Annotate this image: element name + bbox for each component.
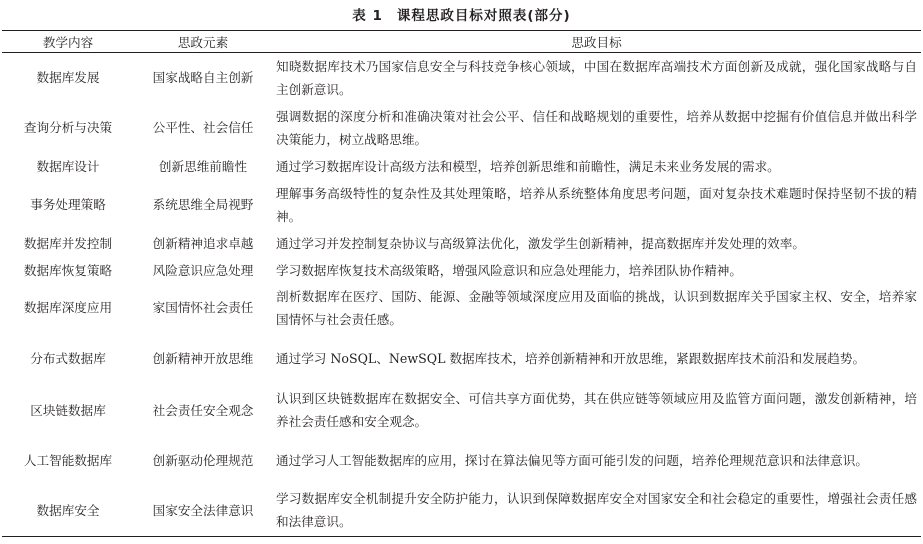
cell-content: 数据库深度应用 [23, 300, 113, 315]
cell-element: 家国情怀社会责任 [152, 300, 254, 315]
cell-goal: 通过学习数据库设计高级方法和模型，培养创新思维和前瞻性，满足未来业务发展的需求。 [276, 159, 780, 174]
cell-goal: 通过学习 NoSQL、NewSQL 数据库技术，培养创新精神和开放思维，紧跟数据库技术前沿和发展趋势。 [276, 351, 866, 366]
course-objectives-table [2, 30, 921, 537]
cell-content: 数据库并发控制 [23, 235, 113, 251]
cell-content: 查询分析与决策 [23, 120, 113, 135]
table-row [2, 103, 921, 153]
cell-content: 数据库安全 [2, 485, 134, 537]
cell-element: 社会责任安全观念 [152, 402, 254, 418]
header-teaching-content: 教学内容 [2, 31, 134, 53]
cell-content: 数据库恢复策略 [23, 262, 113, 278]
cell-goal: 强调数据的深度分析和准确决策对社会公平、信任和战略规划的重要性，培养从数据中挖掘有价值信息并做出科学决策能力，树立战略思维。 [276, 108, 917, 147]
cell-goal: 通过学习并发控制复杂协议与高级算法优化，激发学生创新精神，提高数据库并发处理的效率。 [276, 235, 805, 251]
cell-content: 分布式数据库 [30, 351, 106, 366]
cell-element: 系统思维全局视野 [152, 197, 254, 212]
header-row [2, 31, 921, 53]
cell-content: 事务处理策略 [30, 197, 106, 212]
table-row [2, 385, 921, 436]
cell-content: 人工智能数据库 [23, 452, 113, 468]
cell-content: 数据库发展 [36, 70, 100, 86]
cell-element: 国家战略自主创新 [152, 70, 254, 86]
cell-goal: 通过学习人工智能数据库的应用，探讨在算法偏见等方面可能引发的问题，培养伦理规范意识和法律意识。 [276, 452, 868, 468]
cell-element: 国家安全法律意识 [134, 485, 272, 537]
table-row [2, 229, 921, 258]
header-ideological-goal: 思政目标 [272, 31, 921, 53]
cell-element: 公平性、社会信任 [152, 120, 254, 135]
table-caption [0, 4, 923, 24]
table-row [2, 283, 921, 333]
table-row [2, 181, 921, 229]
cell-goal: 学习数据库安全机制提升安全防护能力，认识到保障数据库安全对国家安全和社会稳定的重要性，增强社会责任感和法律意识。 [272, 485, 921, 537]
table-row [2, 436, 921, 485]
cell-goal: 理解事务高级特性的复杂性及其处理策略，培养从系统整体角度思考问题，面对复杂技术难题时保持坚韧不拔的精神。 [276, 185, 917, 224]
cell-element: 创新驱动伦理规范 [152, 452, 254, 468]
cell-element: 风险意识应急处理 [152, 262, 254, 278]
table-row [2, 333, 921, 385]
table-row [2, 485, 921, 537]
cell-goal: 知晓数据库技术乃国家信息安全与科技竞争核心领域，中国在数据库高端技术方面创新及成就，强化国家战略与自主创新意识。 [276, 58, 917, 97]
table-row [2, 258, 921, 283]
table-number: 表 1 [352, 8, 383, 24]
cell-goal: 剖析数据库在医疗、国防、能源、金融等领域深度应用及面临的挑战，认识到数据库关乎国家主权、安全，培养家国情怀与社会责任感。 [276, 288, 917, 327]
cell-goal: 认识到区块链数据库在数据安全、可信共享方面优势，其在供应链等领域应用及监管方面问题，激发创新精神，培养社会责任感和安全观念。 [276, 391, 917, 429]
cell-content: 区块链数据库 [30, 402, 106, 418]
cell-element: 创新精神开放思维 [152, 351, 254, 366]
table-title: 课程思政目标对照表(部分) [396, 8, 571, 24]
table-row [2, 53, 921, 103]
cell-element: 创新思维前瞻性 [158, 159, 248, 174]
cell-content: 数据库设计 [36, 159, 100, 174]
table-row [2, 153, 921, 181]
cell-goal: 学习数据库恢复技术高级策略，增强风险意识和应急处理能力，培养团队协作精神。 [276, 262, 742, 278]
cell-element: 创新精神追求卓越 [152, 235, 254, 251]
header-ideological-element: 思政元素 [134, 31, 272, 53]
